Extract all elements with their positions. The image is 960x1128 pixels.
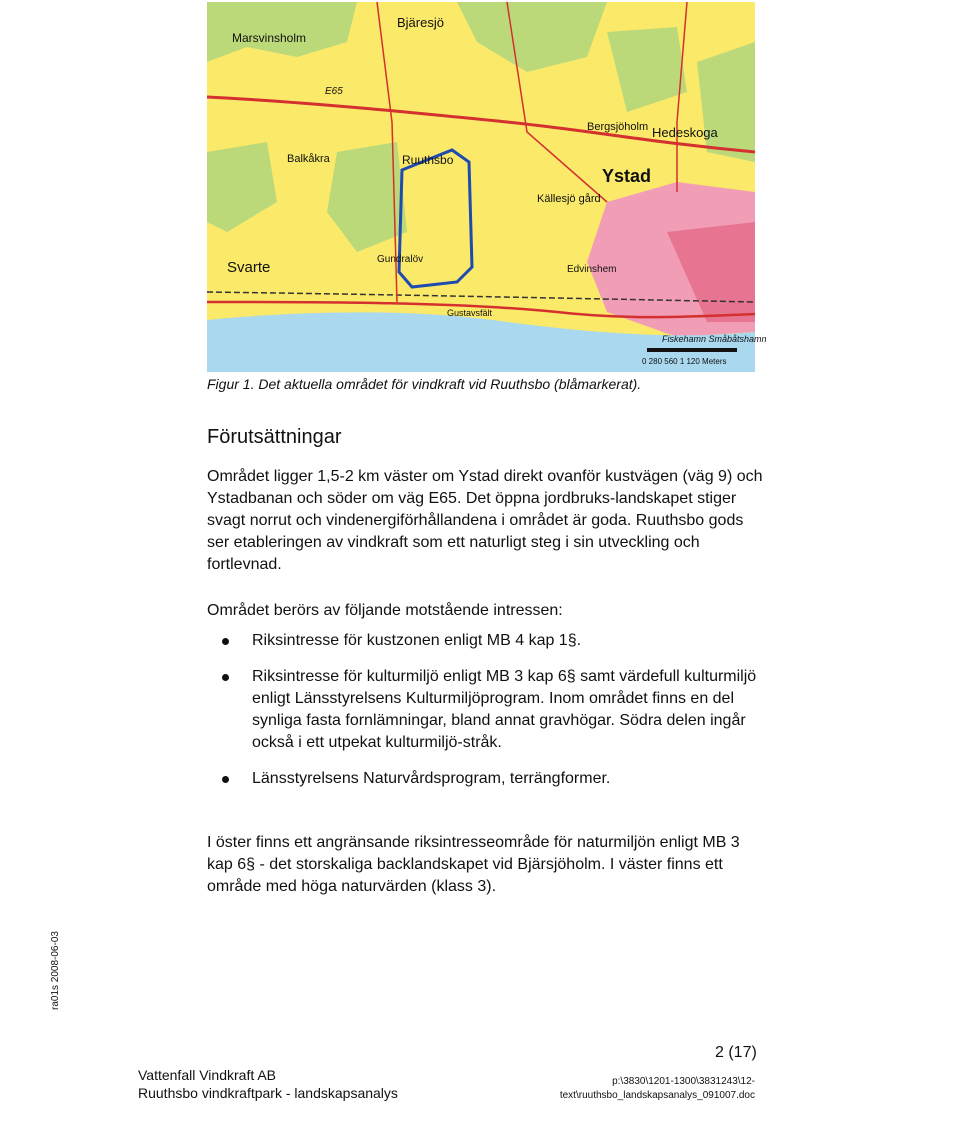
footer-path-2: text\ruuthsbo_landskapsanalys_091007.doc [559,1090,755,1101]
figure-caption: Figur 1. Det aktuella området för vindkraft vid Ruuthsbo (blåmarkerat). [207,376,642,392]
map-label-svarte: Svarte [227,259,271,276]
footer-left [138,1066,398,1102]
scale-bar [647,348,737,352]
bullet-icon [222,638,229,645]
map-label-balkakra: Balkåkra [287,153,330,165]
map-label-bergsjoholm: Bergsjöholm [587,121,649,133]
footer-project: Ruuthsbo vindkraftpark - landskapsanalys [138,1085,398,1101]
footer-right [560,1075,755,1103]
paragraph-interests: Området berörs av följande motstående intressen: [207,602,563,619]
interests-list [207,630,767,804]
footer-path-1: p:\3830\1201-1300\3831243\12- [612,1076,755,1087]
list-item: Riksintresse för kulturmiljö enligt MB 3 kap 6§ samt värdefull kulturmiljö enligt Länsstyrelsens Kulturmiljöprogram. Inom området finns en del synliga fasta fornlämningar, bland annat gravhögar. Södra delen ingår också i ett utpekat kulturmiljö-stråk. [207,666,767,754]
page-number: 2 (17) [715,1044,757,1061]
list-item: Riksintresse för kustzonen enligt MB 4 kap 1§. [207,630,767,652]
paragraph-east: I öster finns ett angränsande riksintresseområde för naturmiljön enligt MB 3 kap 6§ - det storskaliga backlandskapet vid Bjärsjöholm. I väster finns ett område med höga naturvärden (klass 3). [207,834,740,895]
section-heading: Förutsättningar [207,426,342,448]
bullet-icon [222,776,229,783]
map-label-e65: E65 [325,86,343,97]
map-label-hedeskoga: Hedeskoga [652,125,718,140]
map-label-fiskehamn: Fiskehamn Småbåtshamn [662,334,767,344]
map-label-gundralov: Gundralöv [377,254,424,265]
map-label-ruuthsbo: Ruuthsbo [402,153,454,167]
revision-stamp: ra01s 2008-06-03 [50,931,61,1010]
bullet-icon [222,674,229,681]
map-label-ystad: Ystad [602,166,652,186]
map-label-edvinshem: Edvinshem [567,264,617,275]
map-label-gustavsfalt: Gustavsfält [447,308,493,318]
map-label-bjaresjo: Bjäresjö [397,15,444,30]
map-label-marsvinsholm: Marsvinsholm [232,31,307,45]
topographic-map [207,2,767,372]
paragraph-intro: Området ligger 1,5-2 km väster om Ystad direkt ovanför kustvägen (väg 9) och Ystadbanan och söder om väg E65. Det öppna jordbruks-landskapet stiger svagt norrut och vindenergiförhållandena i området är goda. Ruuthsbo gods ser etableringen av vindkraft som ett naturligt steg i sin utveckling och fortlevnad. [207,468,763,573]
map-scale-label: 0 280 560 1 120 Meters [642,357,727,366]
map-label-kallesjo: Källesjö gård [537,193,601,205]
footer-company: Vattenfall Vindkraft AB [138,1067,277,1083]
list-item: Länsstyrelsens Naturvårdsprogram, terrängformer. [207,768,767,790]
